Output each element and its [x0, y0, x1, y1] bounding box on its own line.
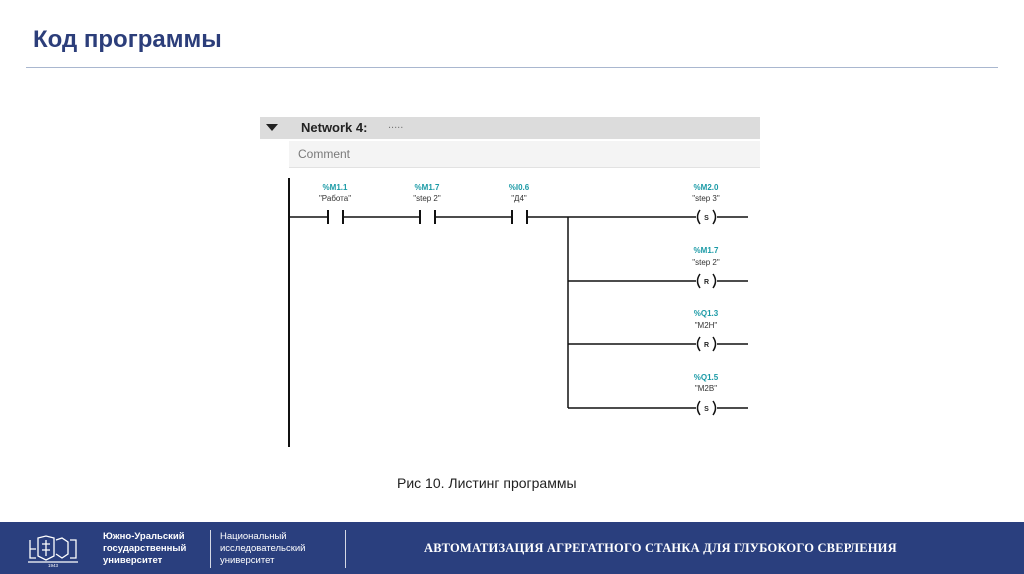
comment-label: Comment [298, 147, 351, 161]
university-line: университет [103, 555, 163, 566]
network-title: Network 4: [301, 120, 368, 135]
contact-address: %I0.6 [508, 183, 530, 192]
coil-tag: "step 3" [692, 194, 720, 203]
coil-address: %Q1.5 [693, 373, 719, 382]
page-title: Код программы [33, 26, 222, 53]
university-name [103, 531, 186, 567]
presentation-topic: АВТОМАТИЗАЦИЯ АГРЕГАТНОГО СТАНКА ДЛЯ ГЛУБОКОГО СВЕРЛЕНИЯ [424, 541, 897, 555]
contact-address: %M1.7 [414, 183, 440, 192]
coil-address: %Q1.3 [693, 309, 719, 318]
coil-type: R [703, 279, 710, 286]
network-name-placeholder: ..... [388, 119, 404, 131]
coil-tag: "M2B" [694, 384, 718, 393]
university-logo-icon [24, 530, 82, 568]
coil-address: %M2.0 [693, 183, 719, 192]
contact-tag: "step 2" [413, 194, 441, 203]
coil-tag: "M2H" [694, 321, 718, 330]
contact-tag: "Работа" [318, 194, 352, 203]
footer-divider [345, 530, 346, 568]
footer-divider [210, 530, 211, 568]
university-line: государственный [103, 543, 187, 554]
national-line: исследовательский [220, 543, 306, 554]
national-research-label [220, 531, 306, 567]
coil-type: R [703, 342, 710, 349]
coil-type: S [704, 215, 709, 222]
coil-tag: "step 2" [692, 258, 720, 267]
contact-address: %M1.1 [322, 183, 348, 192]
footer-bar [0, 522, 1024, 574]
national-line: университет [220, 555, 275, 566]
national-line: Национальный [220, 531, 287, 542]
coil-type: S [704, 406, 709, 413]
contact-tag: "Д4" [511, 194, 527, 203]
coil-address: %M1.7 [693, 246, 719, 255]
logo-year: 1943 [47, 563, 59, 568]
figure-caption: Рис 10. Листинг программы [397, 475, 577, 491]
university-line: Южно-Уральский [103, 531, 185, 542]
